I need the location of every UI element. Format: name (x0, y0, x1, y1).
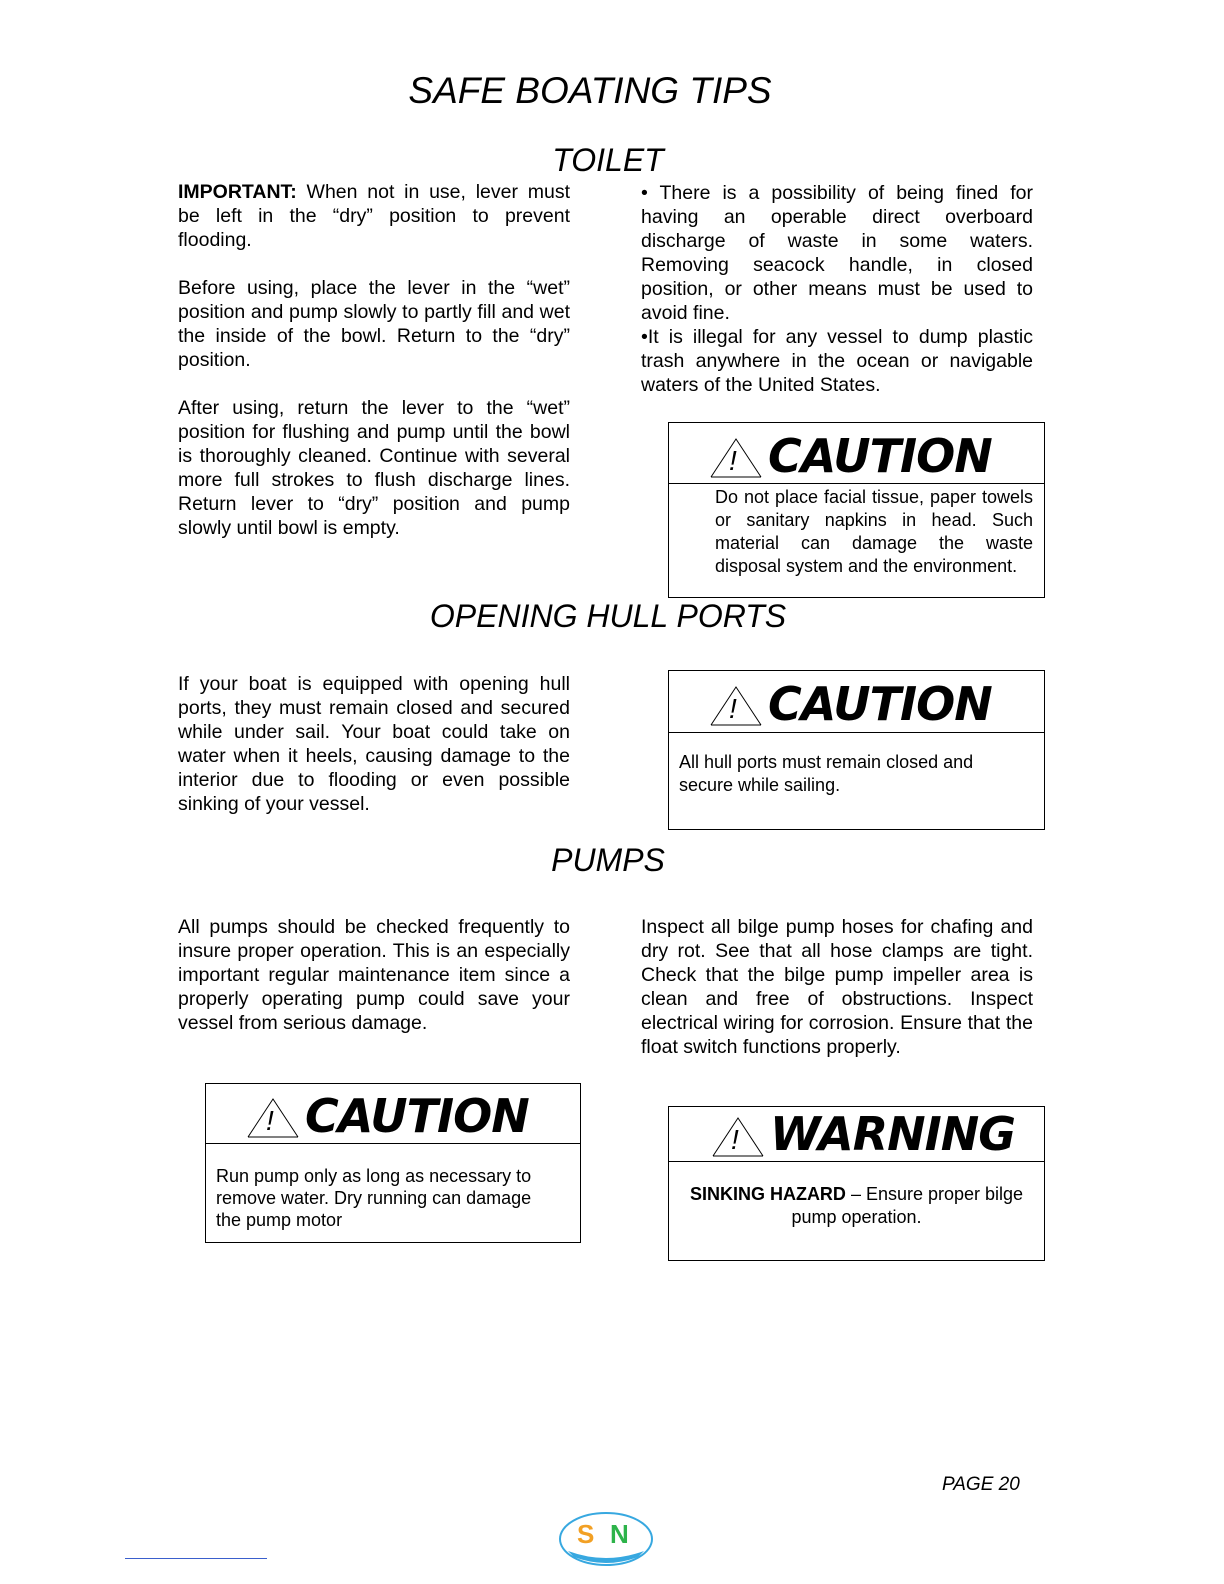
pumps-left-paragraph: All pumps should be checked frequently to insure proper operation. This is an especially important regular maintenance item since a properly operating pump could save your vessel from serious damage. (178, 916, 570, 1034)
caution-header (669, 423, 1044, 484)
toilet-right-column (641, 181, 1033, 397)
important-label: IMPORTANT: (178, 181, 297, 203)
caution-header (206, 1084, 580, 1144)
toilet-important-paragraph (178, 180, 570, 252)
pumps-right-paragraph: Inspect all bilge pump hoses for chafing and dry rot. See that all hose clamps are tight. Check that the bilge pump impeller area is clean and free of obstructions. Inspect electrical wiring for corrosion. Ensure that the float switch functions properly. (641, 916, 1033, 1058)
warning-box-pumps (668, 1106, 1045, 1261)
caution-word: CAUTION (768, 677, 992, 731)
page-number: PAGE 20 (942, 1474, 1020, 1495)
caution-text: Run pump only as long as necessary to remove water. Dry running can damage the pump motor (216, 1166, 532, 1230)
sn-logo (558, 1511, 654, 1567)
footer-link-line (125, 1558, 267, 1559)
logo-ellipse-icon (558, 1511, 654, 1567)
exclamation-mark: ! (729, 445, 737, 476)
caution-word: CAUTION (305, 1089, 529, 1143)
caution-header (669, 671, 1044, 733)
warning-text (679, 1183, 1034, 1229)
important-text: When not in use, lever must be left in the “dry” position to prevent flooding. (178, 181, 570, 251)
page-title: SAFE BOATING TIPS (408, 70, 772, 111)
warning-word: WARNING (770, 1107, 1015, 1161)
logo-letter-s: S (577, 1519, 595, 1549)
section-heading-hull-ports: OPENING HULL PORTS (429, 598, 787, 634)
toilet-bullet-plastic: •It is illegal for any vessel to dump plastic trash anywhere in the ocean or navigable waters of the United States. (641, 326, 1033, 396)
exclamation-mark: ! (731, 1124, 739, 1155)
caution-box-hull-ports (668, 670, 1045, 830)
hazard-label: SINKING HAZARD (689, 1184, 846, 1204)
exclamation-mark: ! (266, 1105, 274, 1136)
section-heading-pumps: PUMPS (551, 842, 665, 878)
section-heading-toilet: TOILET (552, 142, 664, 178)
exclamation-mark: ! (729, 693, 737, 724)
hull-ports-paragraph: If your boat is equipped with opening hull ports, they must remain closed and secured while under sail. Your boat could take on water when it heels, causing damage to the interior due to flooding or even possible sinking of your vessel. (178, 673, 570, 815)
toilet-left-column (178, 180, 570, 540)
caution-box-pumps (205, 1083, 581, 1243)
caution-text: Do not place facial tissue, paper towels or sanitary napkins in head. Such material can damage the waste disposal system and the environment. (715, 487, 1033, 576)
toilet-before-using-paragraph: Before using, place the lever in the “wet” position and pump slowly to partly fill and wet the inside of the bowl. Return to the “dry” position. (178, 277, 570, 371)
caution-box-toilet (668, 422, 1045, 598)
caution-text: All hull ports must remain closed and secure while sailing. (679, 752, 974, 795)
toilet-after-using-paragraph: After using, return the lever to the “wet” position for flushing and pump until the bowl is thoroughly cleaned. Continue with several more full strokes to flush discharge lines. Return lever to “dry” position and pump slowly until bowl is empty. (178, 397, 570, 539)
logo-letter-n: N (610, 1519, 629, 1549)
caution-word: CAUTION (768, 429, 992, 483)
toilet-bullet-fine: • There is a possibility of being fined for having an operable direct overboard discharge of waste in some waters. Removing seacock handle, in closed position, or other means must be used to avoid fine. (641, 182, 1033, 324)
warning-header (669, 1107, 1044, 1162)
hazard-text: – Ensure proper bilge pump operation. (791, 1184, 1024, 1227)
